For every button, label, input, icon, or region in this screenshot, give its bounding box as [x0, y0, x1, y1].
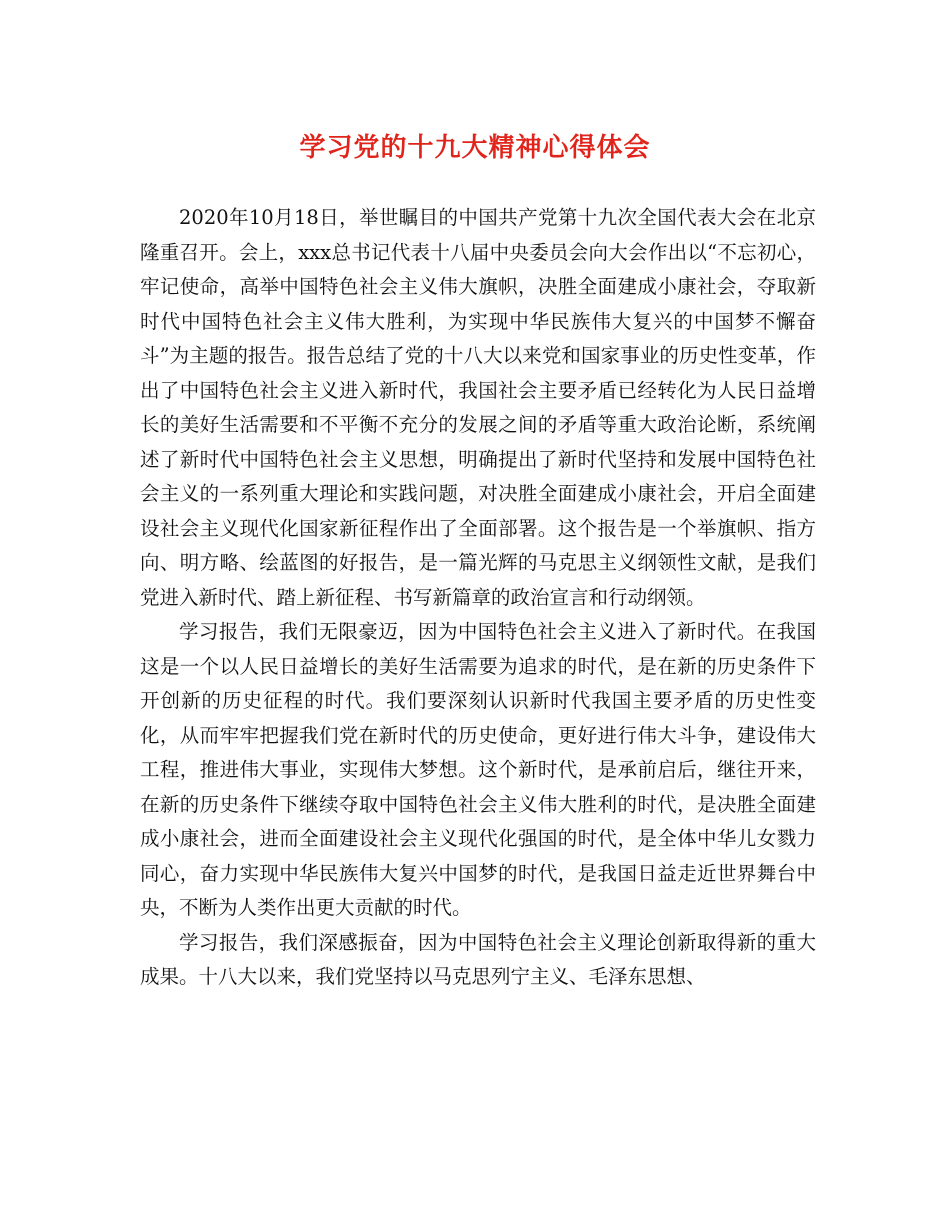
paragraph-1: 2020年10月18日，举世瞩目的中国共产党第十九次全国代表大会在北京隆重召开。会上，xxx总书记代表十八届中央委员会向大会作出以“不忘初心，牢记使命，高举中国特色社会主义伟大旗帜，决胜全面建成小康社会，夺取新时代中国特色社会主义伟大胜利，为实现中华民族伟大复兴的中国梦不懈奋斗”为主题的报告。报告总结了党的十八大以来党和国家事业的历史性变革，作出了中国特色社会主义进入新时代，我国社会主要矛盾已经转化为人民日益增长的美好生活需要和不平衡不充分的发展之间的矛盾等重大政治论断，系统阐述了新时代中国特色社会主义思想，明确提出了新时代坚持和发展中国特色社会主义的一系列重大理论和实践问题，对决胜全面建成小康社会，开启全面建设社会主义现代化国家新征程作出了全面部署。这个报告是一个举旗帜、指方向、明方略、绘蓝图的好报告，是一篇光辉的马克思主义纲领性文献，是我们党进入新时代、踏上新征程、书写新篇章的政治宣言和行动纲领。	[140, 206, 816, 609]
document-title: 学习党的十九大精神心得体会	[299, 133, 651, 163]
paragraph-2: 学习报告，我们无限豪迈，因为中国特色社会主义进入了新时代。在我国这是一个以人民日益增长的美好生活需要为追求的时代，是在新的历史条件下开创新的历史征程的时代。我们要深刻认识新时代我国主要矛盾的历史性变化，从而牢牢把握我们党在新时代的历史使命，更好进行伟大斗争，建设伟大工程，推进伟大事业，实现伟大梦想。这个新时代，是承前启后，继往开来，在新的历史条件下继续夺取中国特色社会主义伟大胜利的时代，是决胜全面建成小康社会，进而全面建设社会主义现代化强国的时代，是全体中华儿女戮力同心，奋力实现中华民族伟大复兴中国梦的时代，是我国日益走近世界舞台中央，不断为人类作出更大贡献的时代。	[140, 620, 816, 919]
document-body	[140, 201, 816, 995]
paragraph-3: 学习报告，我们深感振奋，因为中国特色社会主义理论创新取得新的重大成果。十八大以来，我们党坚持以马克思列宁主义、毛泽东思想、	[140, 930, 816, 988]
